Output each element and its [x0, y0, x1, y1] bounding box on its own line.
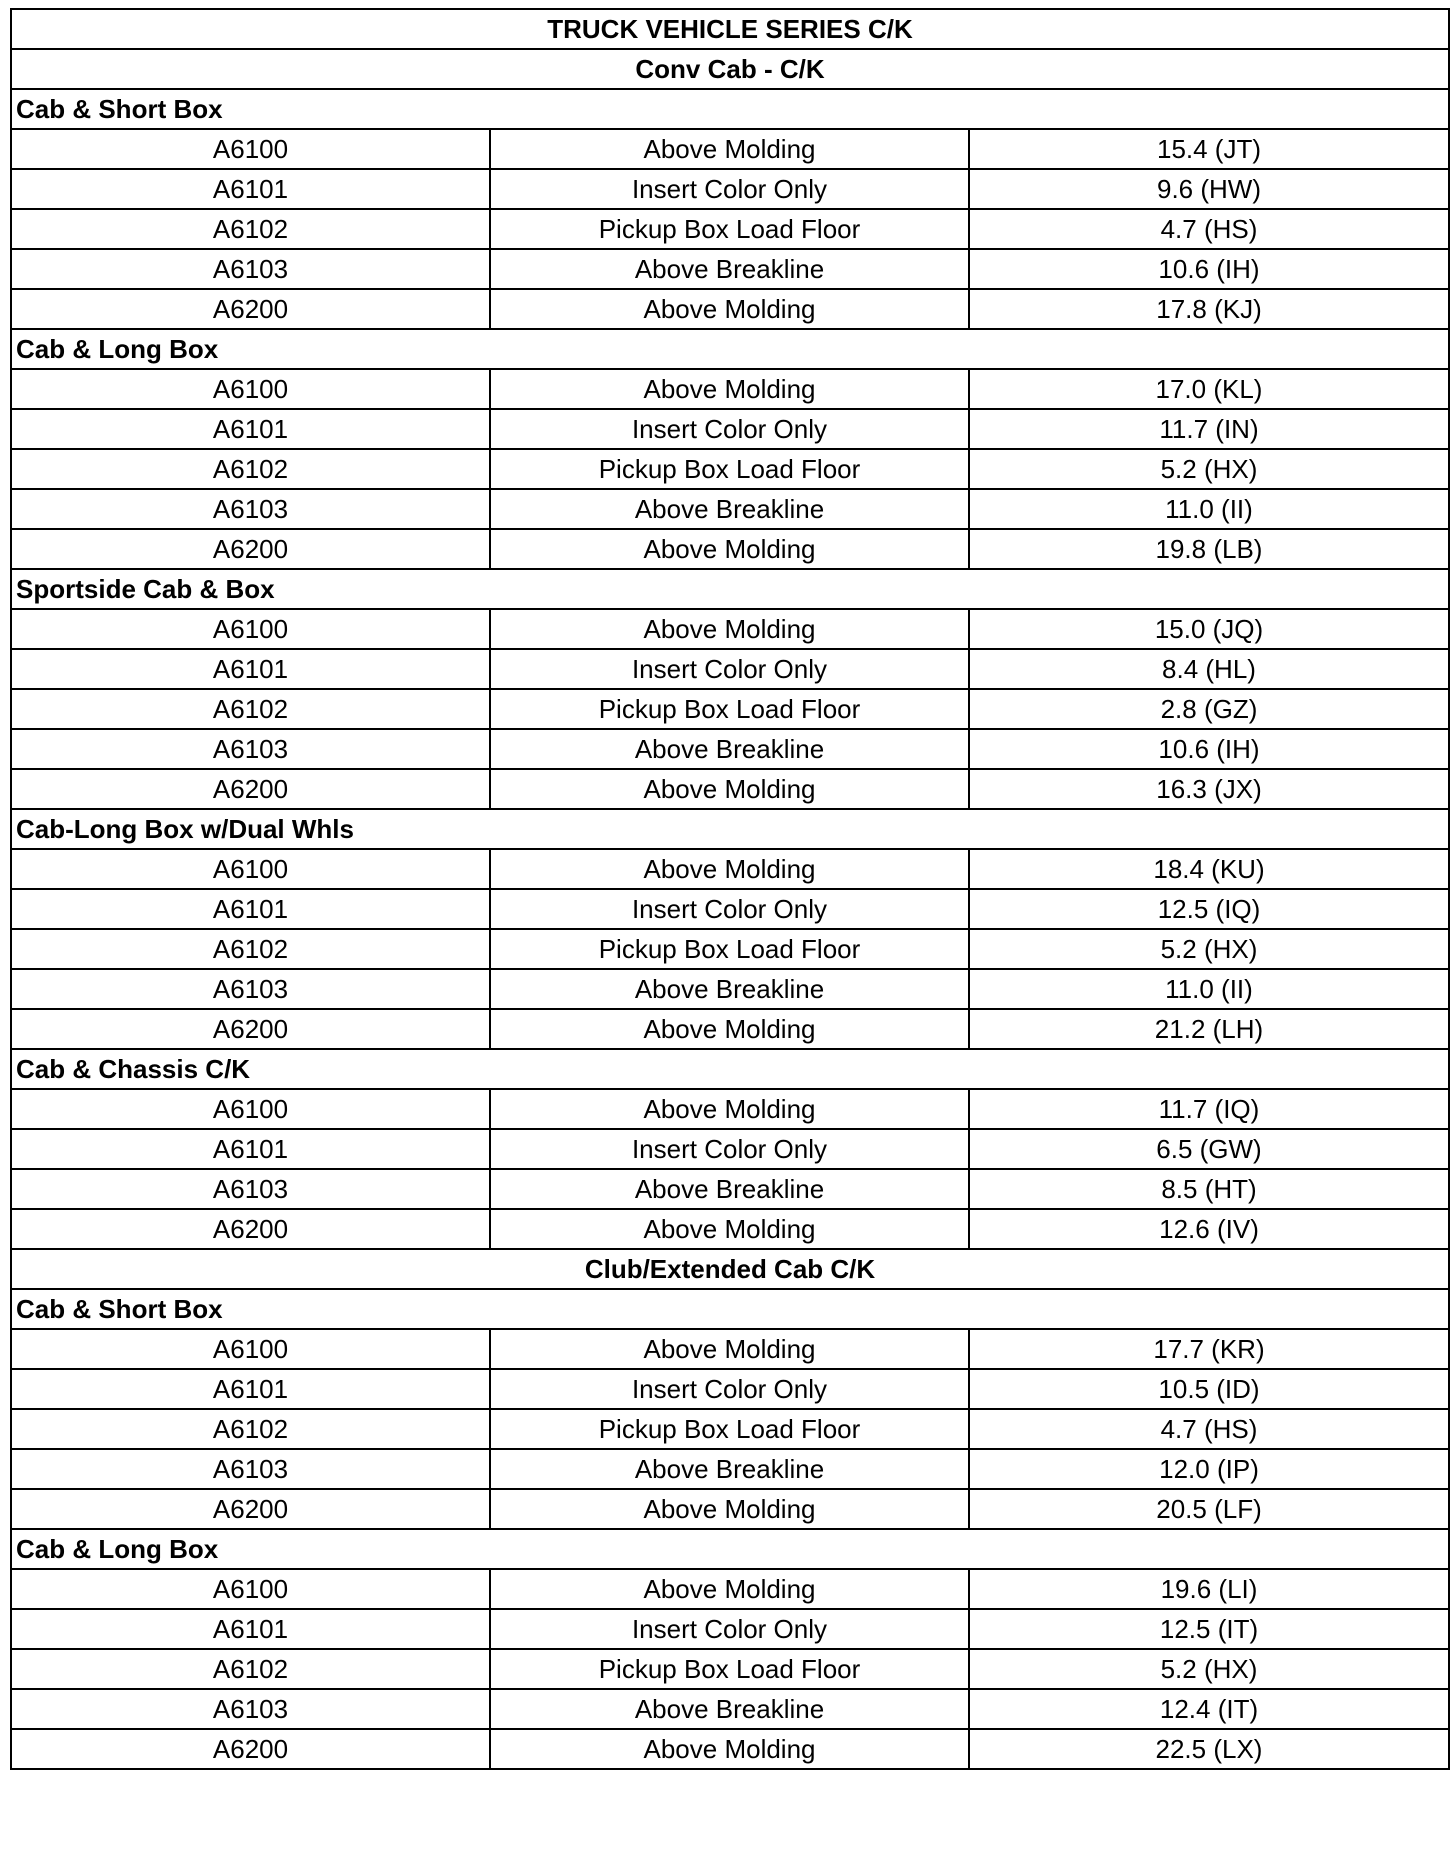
option-code-cell: A6100 [11, 369, 490, 409]
area-cell: Insert Color Only [490, 889, 969, 929]
option-code-cell: A6103 [11, 1449, 490, 1489]
group-header: Sportside Cab & Box [11, 569, 1449, 609]
group-header: Cab & Chassis C/K [11, 1049, 1449, 1089]
area-cell: Above Molding [490, 1729, 969, 1769]
option-code-cell: A6100 [11, 1569, 490, 1609]
area-cell: Above Molding [490, 849, 969, 889]
table-row [11, 409, 1449, 449]
area-cell: Insert Color Only [490, 1129, 969, 1169]
value-cell: 12.0 (IP) [969, 1449, 1449, 1489]
table-row [11, 289, 1449, 329]
value-cell: 19.6 (LI) [969, 1569, 1449, 1609]
table-row [11, 489, 1449, 529]
table-row [11, 1209, 1449, 1249]
option-code-cell: A6100 [11, 129, 490, 169]
area-cell: Above Breakline [490, 489, 969, 529]
table-row [11, 649, 1449, 689]
value-cell: 15.4 (JT) [969, 129, 1449, 169]
table-body [11, 9, 1449, 1769]
table-row [11, 1329, 1449, 1369]
option-code-cell: A6200 [11, 1729, 490, 1769]
option-code-cell: A6100 [11, 849, 490, 889]
table-row [11, 1689, 1449, 1729]
truck-series-table [10, 8, 1450, 1770]
table-row [11, 609, 1449, 649]
section-header-row [11, 49, 1449, 89]
area-cell: Above Molding [490, 529, 969, 569]
area-cell: Above Molding [490, 1089, 969, 1129]
area-cell: Above Molding [490, 1569, 969, 1609]
value-cell: 5.2 (HX) [969, 1649, 1449, 1689]
area-cell: Above Breakline [490, 1689, 969, 1729]
value-cell: 5.2 (HX) [969, 929, 1449, 969]
table-row [11, 1569, 1449, 1609]
table-row [11, 129, 1449, 169]
option-code-cell: A6101 [11, 409, 490, 449]
value-cell: 12.5 (IT) [969, 1609, 1449, 1649]
group-header-row [11, 809, 1449, 849]
value-cell: 10.6 (IH) [969, 729, 1449, 769]
group-header-row [11, 89, 1449, 129]
option-code-cell: A6100 [11, 609, 490, 649]
value-cell: 11.7 (IQ) [969, 1089, 1449, 1129]
area-cell: Insert Color Only [490, 169, 969, 209]
table-row [11, 969, 1449, 1009]
table-row [11, 369, 1449, 409]
option-code-cell: A6102 [11, 449, 490, 489]
table-row [11, 209, 1449, 249]
option-code-cell: A6101 [11, 649, 490, 689]
option-code-cell: A6101 [11, 169, 490, 209]
value-cell: 19.8 (LB) [969, 529, 1449, 569]
area-cell: Above Molding [490, 1489, 969, 1529]
group-header: Cab-Long Box w/Dual Whls [11, 809, 1449, 849]
value-cell: 17.7 (KR) [969, 1329, 1449, 1369]
value-cell: 9.6 (HW) [969, 169, 1449, 209]
value-cell: 17.0 (KL) [969, 369, 1449, 409]
option-code-cell: A6101 [11, 1129, 490, 1169]
value-cell: 16.3 (JX) [969, 769, 1449, 809]
area-cell: Above Molding [490, 369, 969, 409]
area-cell: Above Breakline [490, 1169, 969, 1209]
area-cell: Insert Color Only [490, 409, 969, 449]
option-code-cell: A6102 [11, 1649, 490, 1689]
area-cell: Insert Color Only [490, 649, 969, 689]
option-code-cell: A6103 [11, 1689, 490, 1729]
option-code-cell: A6102 [11, 209, 490, 249]
section-header-row [11, 1249, 1449, 1289]
area-cell: Above Molding [490, 1009, 969, 1049]
group-header-row [11, 1049, 1449, 1089]
value-cell: 11.7 (IN) [969, 409, 1449, 449]
table-row [11, 1729, 1449, 1769]
area-cell: Above Molding [490, 1209, 969, 1249]
value-cell: 20.5 (LF) [969, 1489, 1449, 1529]
group-header-row [11, 1529, 1449, 1569]
option-code-cell: A6101 [11, 1369, 490, 1409]
table-row [11, 689, 1449, 729]
table-row [11, 1089, 1449, 1129]
table-row [11, 1409, 1449, 1449]
area-cell: Pickup Box Load Floor [490, 1409, 969, 1449]
area-cell: Above Molding [490, 1329, 969, 1369]
area-cell: Insert Color Only [490, 1609, 969, 1649]
option-code-cell: A6200 [11, 1489, 490, 1529]
area-cell: Above Breakline [490, 729, 969, 769]
table-row [11, 1449, 1449, 1489]
table-row [11, 1609, 1449, 1649]
group-header-row [11, 569, 1449, 609]
value-cell: 12.6 (IV) [969, 1209, 1449, 1249]
value-cell: 21.2 (LH) [969, 1009, 1449, 1049]
value-cell: 6.5 (GW) [969, 1129, 1449, 1169]
value-cell: 5.2 (HX) [969, 449, 1449, 489]
option-code-cell: A6200 [11, 769, 490, 809]
table-title: TRUCK VEHICLE SERIES C/K [11, 9, 1449, 49]
area-cell: Above Molding [490, 129, 969, 169]
option-code-cell: A6103 [11, 489, 490, 529]
value-cell: 11.0 (II) [969, 489, 1449, 529]
area-cell: Above Breakline [490, 1449, 969, 1489]
table-row [11, 1649, 1449, 1689]
option-code-cell: A6200 [11, 289, 490, 329]
group-header-row [11, 329, 1449, 369]
option-code-cell: A6103 [11, 729, 490, 769]
option-code-cell: A6200 [11, 1209, 490, 1249]
group-header: Cab & Long Box [11, 329, 1449, 369]
option-code-cell: A6103 [11, 969, 490, 1009]
area-cell: Pickup Box Load Floor [490, 929, 969, 969]
table-row [11, 449, 1449, 489]
value-cell: 2.8 (GZ) [969, 689, 1449, 729]
table-row [11, 529, 1449, 569]
section-header: Conv Cab - C/K [11, 49, 1449, 89]
option-code-cell: A6101 [11, 889, 490, 929]
option-code-cell: A6200 [11, 529, 490, 569]
value-cell: 22.5 (LX) [969, 1729, 1449, 1769]
option-code-cell: A6103 [11, 1169, 490, 1209]
option-code-cell: A6100 [11, 1329, 490, 1369]
table-row [11, 1369, 1449, 1409]
area-cell: Pickup Box Load Floor [490, 689, 969, 729]
option-code-cell: A6100 [11, 1089, 490, 1129]
value-cell: 8.4 (HL) [969, 649, 1449, 689]
section-header: Club/Extended Cab C/K [11, 1249, 1449, 1289]
option-code-cell: A6101 [11, 1609, 490, 1649]
table-row [11, 729, 1449, 769]
value-cell: 4.7 (HS) [969, 209, 1449, 249]
area-cell: Pickup Box Load Floor [490, 449, 969, 489]
area-cell: Above Breakline [490, 249, 969, 289]
table-row [11, 929, 1449, 969]
table-row [11, 1129, 1449, 1169]
table-row [11, 889, 1449, 929]
table-row [11, 1009, 1449, 1049]
area-cell: Pickup Box Load Floor [490, 209, 969, 249]
group-header-row [11, 1289, 1449, 1329]
value-cell: 10.6 (IH) [969, 249, 1449, 289]
value-cell: 15.0 (JQ) [969, 609, 1449, 649]
value-cell: 10.5 (ID) [969, 1369, 1449, 1409]
option-code-cell: A6102 [11, 1409, 490, 1449]
value-cell: 8.5 (HT) [969, 1169, 1449, 1209]
option-code-cell: A6102 [11, 929, 490, 969]
value-cell: 4.7 (HS) [969, 1409, 1449, 1449]
area-cell: Above Molding [490, 289, 969, 329]
area-cell: Insert Color Only [490, 1369, 969, 1409]
table-title-row [11, 9, 1449, 49]
option-code-cell: A6103 [11, 249, 490, 289]
option-code-cell: A6102 [11, 689, 490, 729]
group-header: Cab & Short Box [11, 89, 1449, 129]
value-cell: 17.8 (KJ) [969, 289, 1449, 329]
group-header: Cab & Short Box [11, 1289, 1449, 1329]
value-cell: 11.0 (II) [969, 969, 1449, 1009]
area-cell: Above Breakline [490, 969, 969, 1009]
table-row [11, 249, 1449, 289]
table-row [11, 169, 1449, 209]
value-cell: 18.4 (KU) [969, 849, 1449, 889]
area-cell: Pickup Box Load Floor [490, 1649, 969, 1689]
group-header: Cab & Long Box [11, 1529, 1449, 1569]
value-cell: 12.4 (IT) [969, 1689, 1449, 1729]
table-row [11, 1489, 1449, 1529]
truck-series-table-container [10, 8, 1448, 1770]
value-cell: 12.5 (IQ) [969, 889, 1449, 929]
table-row [11, 769, 1449, 809]
option-code-cell: A6200 [11, 1009, 490, 1049]
table-row [11, 849, 1449, 889]
area-cell: Above Molding [490, 769, 969, 809]
area-cell: Above Molding [490, 609, 969, 649]
table-row [11, 1169, 1449, 1209]
